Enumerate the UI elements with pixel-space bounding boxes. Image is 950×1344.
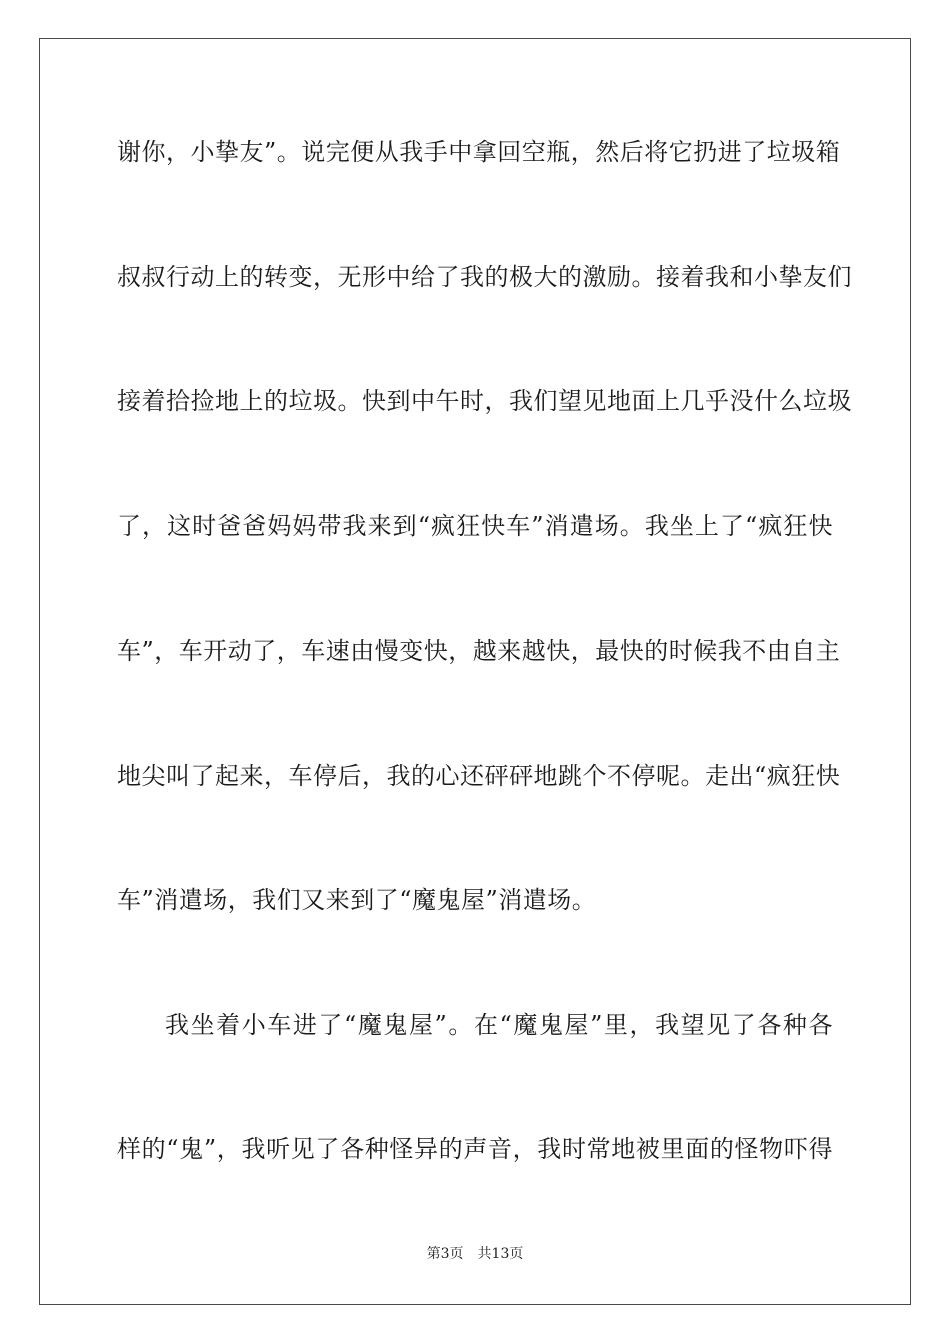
paragraph-line: 车”，车开动了，车速由慢变快，越来越快，最快的时候我不由自主 — [117, 637, 841, 665]
paragraph-line-indented: 我坐着小车进了“魔鬼屋”。在“魔鬼屋”里，我望见了各种各 — [165, 1011, 833, 1039]
paragraph-line: 叔叔行动上的转变，无形中给了我的极大的激励。接着我和小挚友们 — [117, 263, 852, 291]
page-border — [39, 38, 911, 1305]
paragraph-line: 接着拾捡地上的垃圾。快到中午时，我们望见地面上几乎没什么垃圾 — [117, 387, 852, 415]
total-pages: 共13页 — [477, 1246, 524, 1262]
paragraph-line: 样的“鬼”，我听见了各种怪异的声音，我时常地被里面的怪物吓得 — [117, 1135, 833, 1163]
paragraph-line-last: 车”消遣场，我们又来到了“魔鬼屋”消遣场。 — [117, 886, 597, 914]
page-footer — [0, 1245, 950, 1263]
paragraph-line: 谢你，小挚友”。说完便从我手中拿回空瓶，然后将它扔进了垃圾箱 — [117, 138, 841, 166]
paragraph-line: 地尖叫了起来，车停后，我的心还砰砰地跳个不停呢。走出“疯狂快 — [117, 762, 841, 790]
paragraph-line: 了，这时爸爸妈妈带我来到“疯狂快车”消遣场。我坐上了“疯狂快 — [117, 512, 833, 540]
page-number: 第3页 — [426, 1246, 464, 1262]
